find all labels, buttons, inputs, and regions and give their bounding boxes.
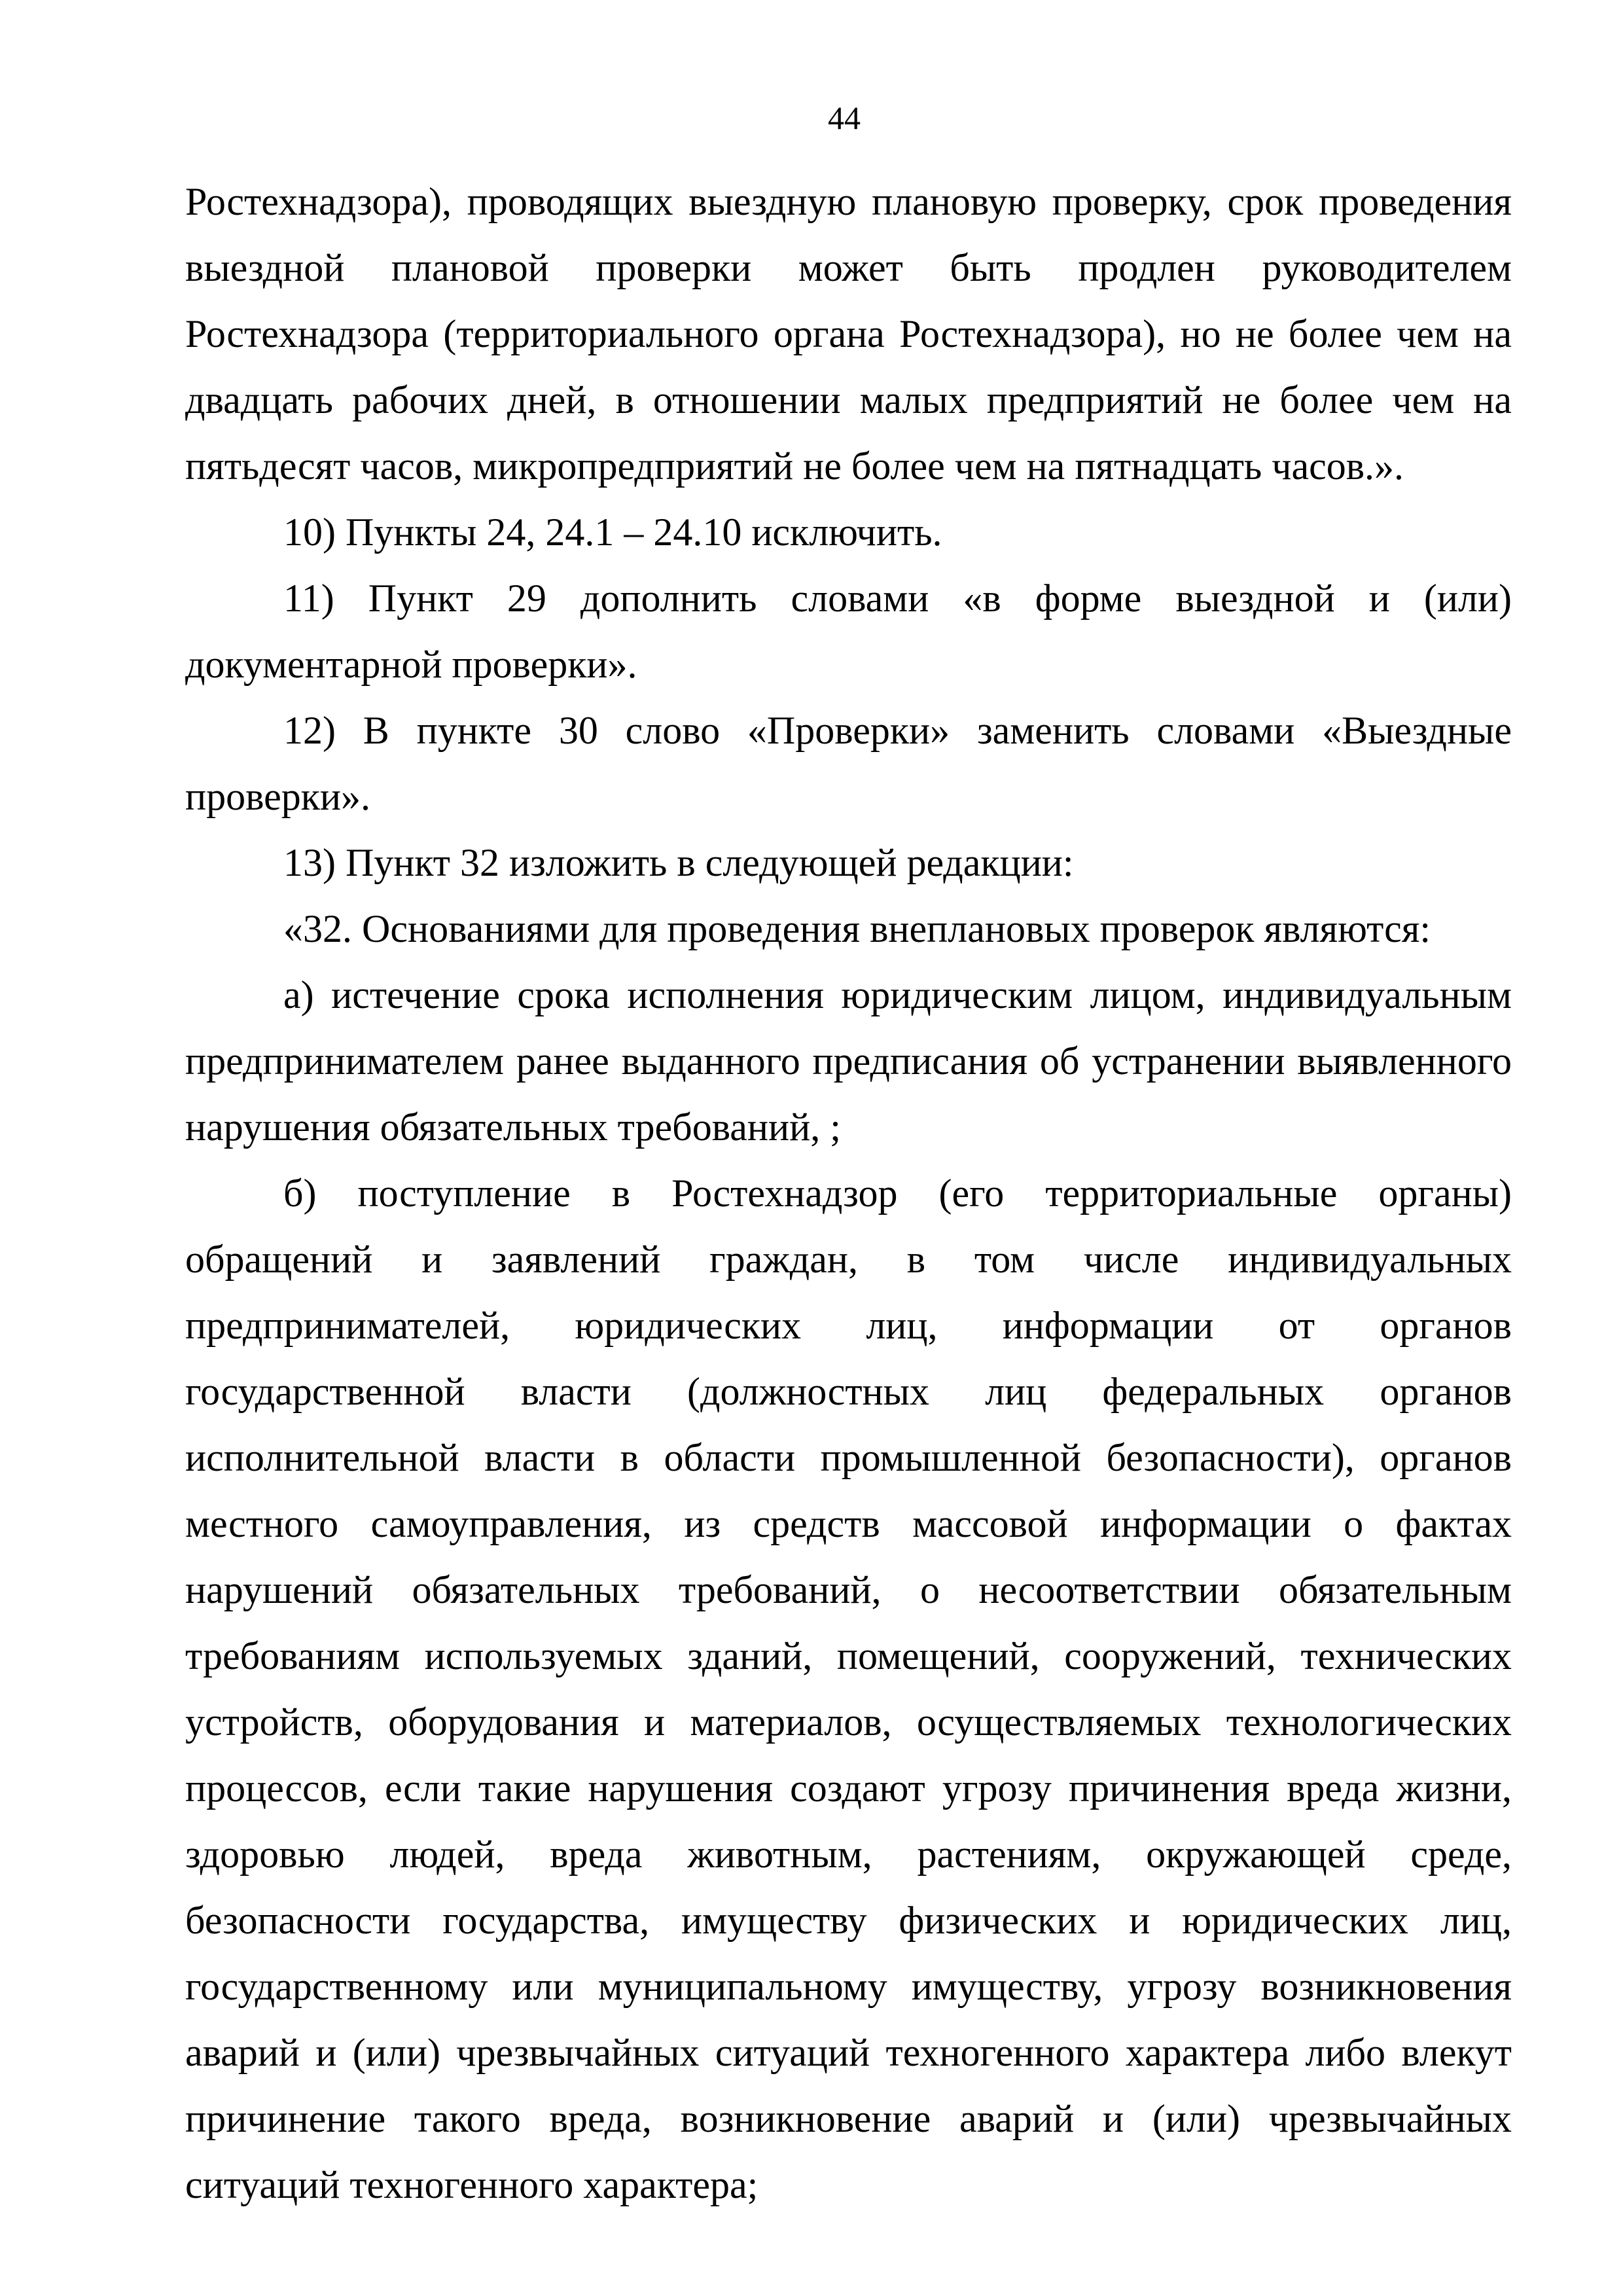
paragraph-item-13: 13) Пункт 32 изложить в следующей редакции:: [283, 841, 1074, 884]
paragraph-item-10: 10) Пункты 24, 24.1 – 24.10 исключить.: [283, 511, 942, 554]
paragraph-clause-32: «32. Основаниями для проведения внеплановых проверок являются:: [283, 907, 1431, 950]
paragraph-subclause-a: а) истечение срока исполнения юридическим лицом, индивидуальным предпринимателем ранее выданного предписания об устранении выявленного нарушения обязательных требований, ;: [185, 973, 1512, 1149]
paragraph-item-12: 12) В пункте 30 слово «Проверки» заменить словами «Выездные проверки».: [185, 709, 1512, 818]
paragraph-item-11: 11) Пункт 29 дополнить словами «в форме выездной и (или) документарной проверки».: [185, 577, 1512, 686]
document-body: [185, 169, 1512, 2218]
paragraph-continuation: Ростехнадзора), проводящих выездную плановую проверку, срок проведения выездной плановой проверки может быть продлен руководителем Ростехнадзора (территориального органа Ростехнадзора), но не более чем на двадцать рабочих дней, в отношении малых предприятий не более чем на пятьдесят часов, микропредприятий не более чем на пятнадцать часов.».: [185, 180, 1512, 488]
paragraph-subclause-b: б) поступление в Ростехнадзор (его территориальные органы) обращений и заявлений граждан, в том числе индивидуальных предпринимателей, юридических лиц, информации от органов государственной власти (должностных лиц федеральных органов исполнительной власти в области промышленной безопасности), органов местного самоуправления, из средств массовой информации о фактах нарушений обязательных требований, о несоответствии обязательным требованиям используемых зданий, помещений, сооружений, технических устройств, оборудования и материалов, осуществляемых технологических процессов, если такие нарушения создают угрозу причинения вреда жизни, здоровью людей, вреда животным, растениям, окружающей среде, безопасности государства, имуществу физических и юридических лиц, государственному или муниципальному имуществу, угрозу возникновения аварий и (или) чрезвычайных ситуаций техногенного характера либо влекут причинение такого вреда, возникновение аварий и (или) чрезвычайных ситуаций техногенного характера;: [185, 1172, 1512, 2206]
page-number: 44: [828, 99, 861, 136]
